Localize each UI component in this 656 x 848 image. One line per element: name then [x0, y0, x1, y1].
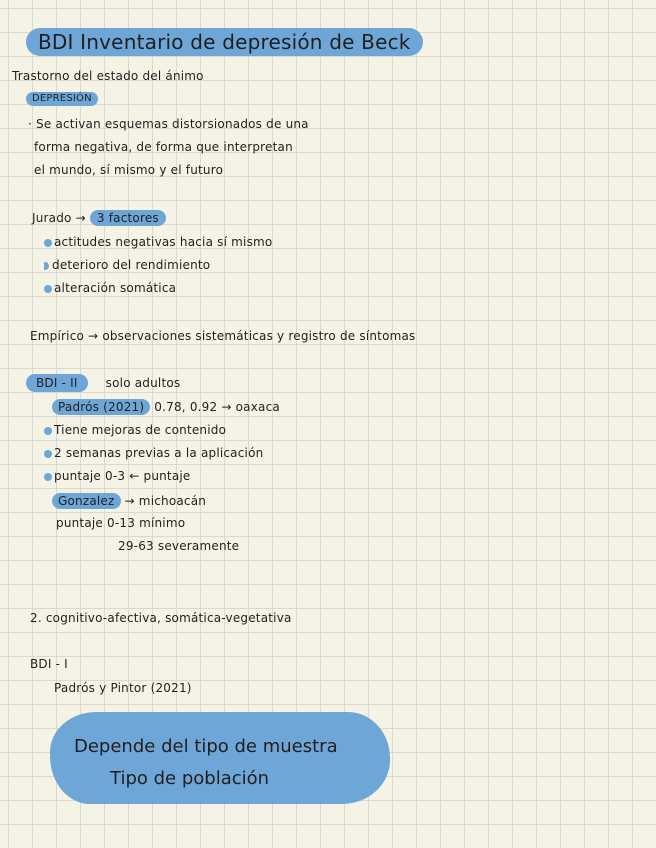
puntaje-min: puntaje 0-13 mínimo [56, 516, 186, 530]
bullet-dot-icon [44, 427, 52, 435]
cloud-line-2: Tipo de población [110, 768, 270, 789]
puntaje-severo: 29-63 severamente [118, 539, 240, 553]
bdi2-line [26, 374, 180, 392]
factores-line: 2. cognitivo-afectiva, somática-vegetativa [30, 611, 292, 625]
padros-line [52, 399, 280, 415]
bullet-dot-icon [44, 285, 52, 293]
factor-text-1: actitudes negativas hacia sí mismo [54, 235, 273, 249]
bdi2-item-1 [44, 424, 226, 436]
bullet-line-3: el mundo, sí mismo y el futuro [34, 163, 224, 177]
factor-text-2: deterioro del rendimiento [52, 258, 211, 272]
bullet-dot-icon [44, 450, 52, 458]
depresion-label: DEPRESIÓN [26, 92, 98, 106]
factor-item-1 [44, 236, 272, 248]
title-highlight [26, 28, 423, 56]
title-text: BDI Inventario de depresión de Beck [38, 30, 411, 54]
bdi2-note: solo adultos [105, 376, 181, 390]
padros-pintor-line: Padrós y Pintor (2021) [54, 681, 192, 695]
padros-tag: Padrós (2021) [52, 399, 150, 415]
padros-rest: 0.78, 0.92 → oaxaca [154, 400, 280, 414]
bdi2-item-text-3: puntaje 0-3 ← puntaje [54, 469, 191, 483]
bullet-dot-icon [44, 239, 52, 247]
bdi2-item-text-2: 2 semanas previas a la aplicación [54, 446, 264, 460]
gonzalez-tag: Gonzalez [52, 493, 121, 509]
jurado-tag: 3 factores [90, 210, 166, 226]
bdi2-item-text-1: Tiene mejoras de contenido [54, 423, 227, 437]
depresion-tag [26, 92, 98, 106]
jurado-line [32, 210, 166, 226]
factor-item-2 [44, 259, 210, 271]
bdi1-line: BDI - I [30, 657, 68, 671]
cloud-highlight [50, 712, 390, 804]
trastorno-text: Trastorno del estado del ánimo [12, 69, 204, 83]
factor-item-3 [44, 282, 176, 294]
half-dot-icon [44, 262, 49, 270]
cloud-line-1: Depende del tipo de muestra [74, 736, 338, 757]
factor-text-3: alteración somática [54, 281, 177, 295]
empirico-line: Empírico → observaciones sistemáticas y registro de síntomas [30, 329, 416, 343]
bdi2-item-3 [44, 470, 191, 482]
gonzalez-line [52, 493, 206, 509]
jurado-prefix: Jurado → [32, 211, 86, 225]
page-title [26, 28, 423, 56]
bullet-line-2: forma negativa, de forma que interpretan [34, 140, 293, 154]
bullet-line-1: · Se activan esquemas distorsionados de una [28, 117, 309, 131]
bullet-dot-icon [44, 473, 52, 481]
bdi2-tag: BDI - II [26, 374, 88, 392]
gonzalez-rest: → michoacán [124, 494, 207, 508]
bdi2-item-2 [44, 447, 263, 459]
